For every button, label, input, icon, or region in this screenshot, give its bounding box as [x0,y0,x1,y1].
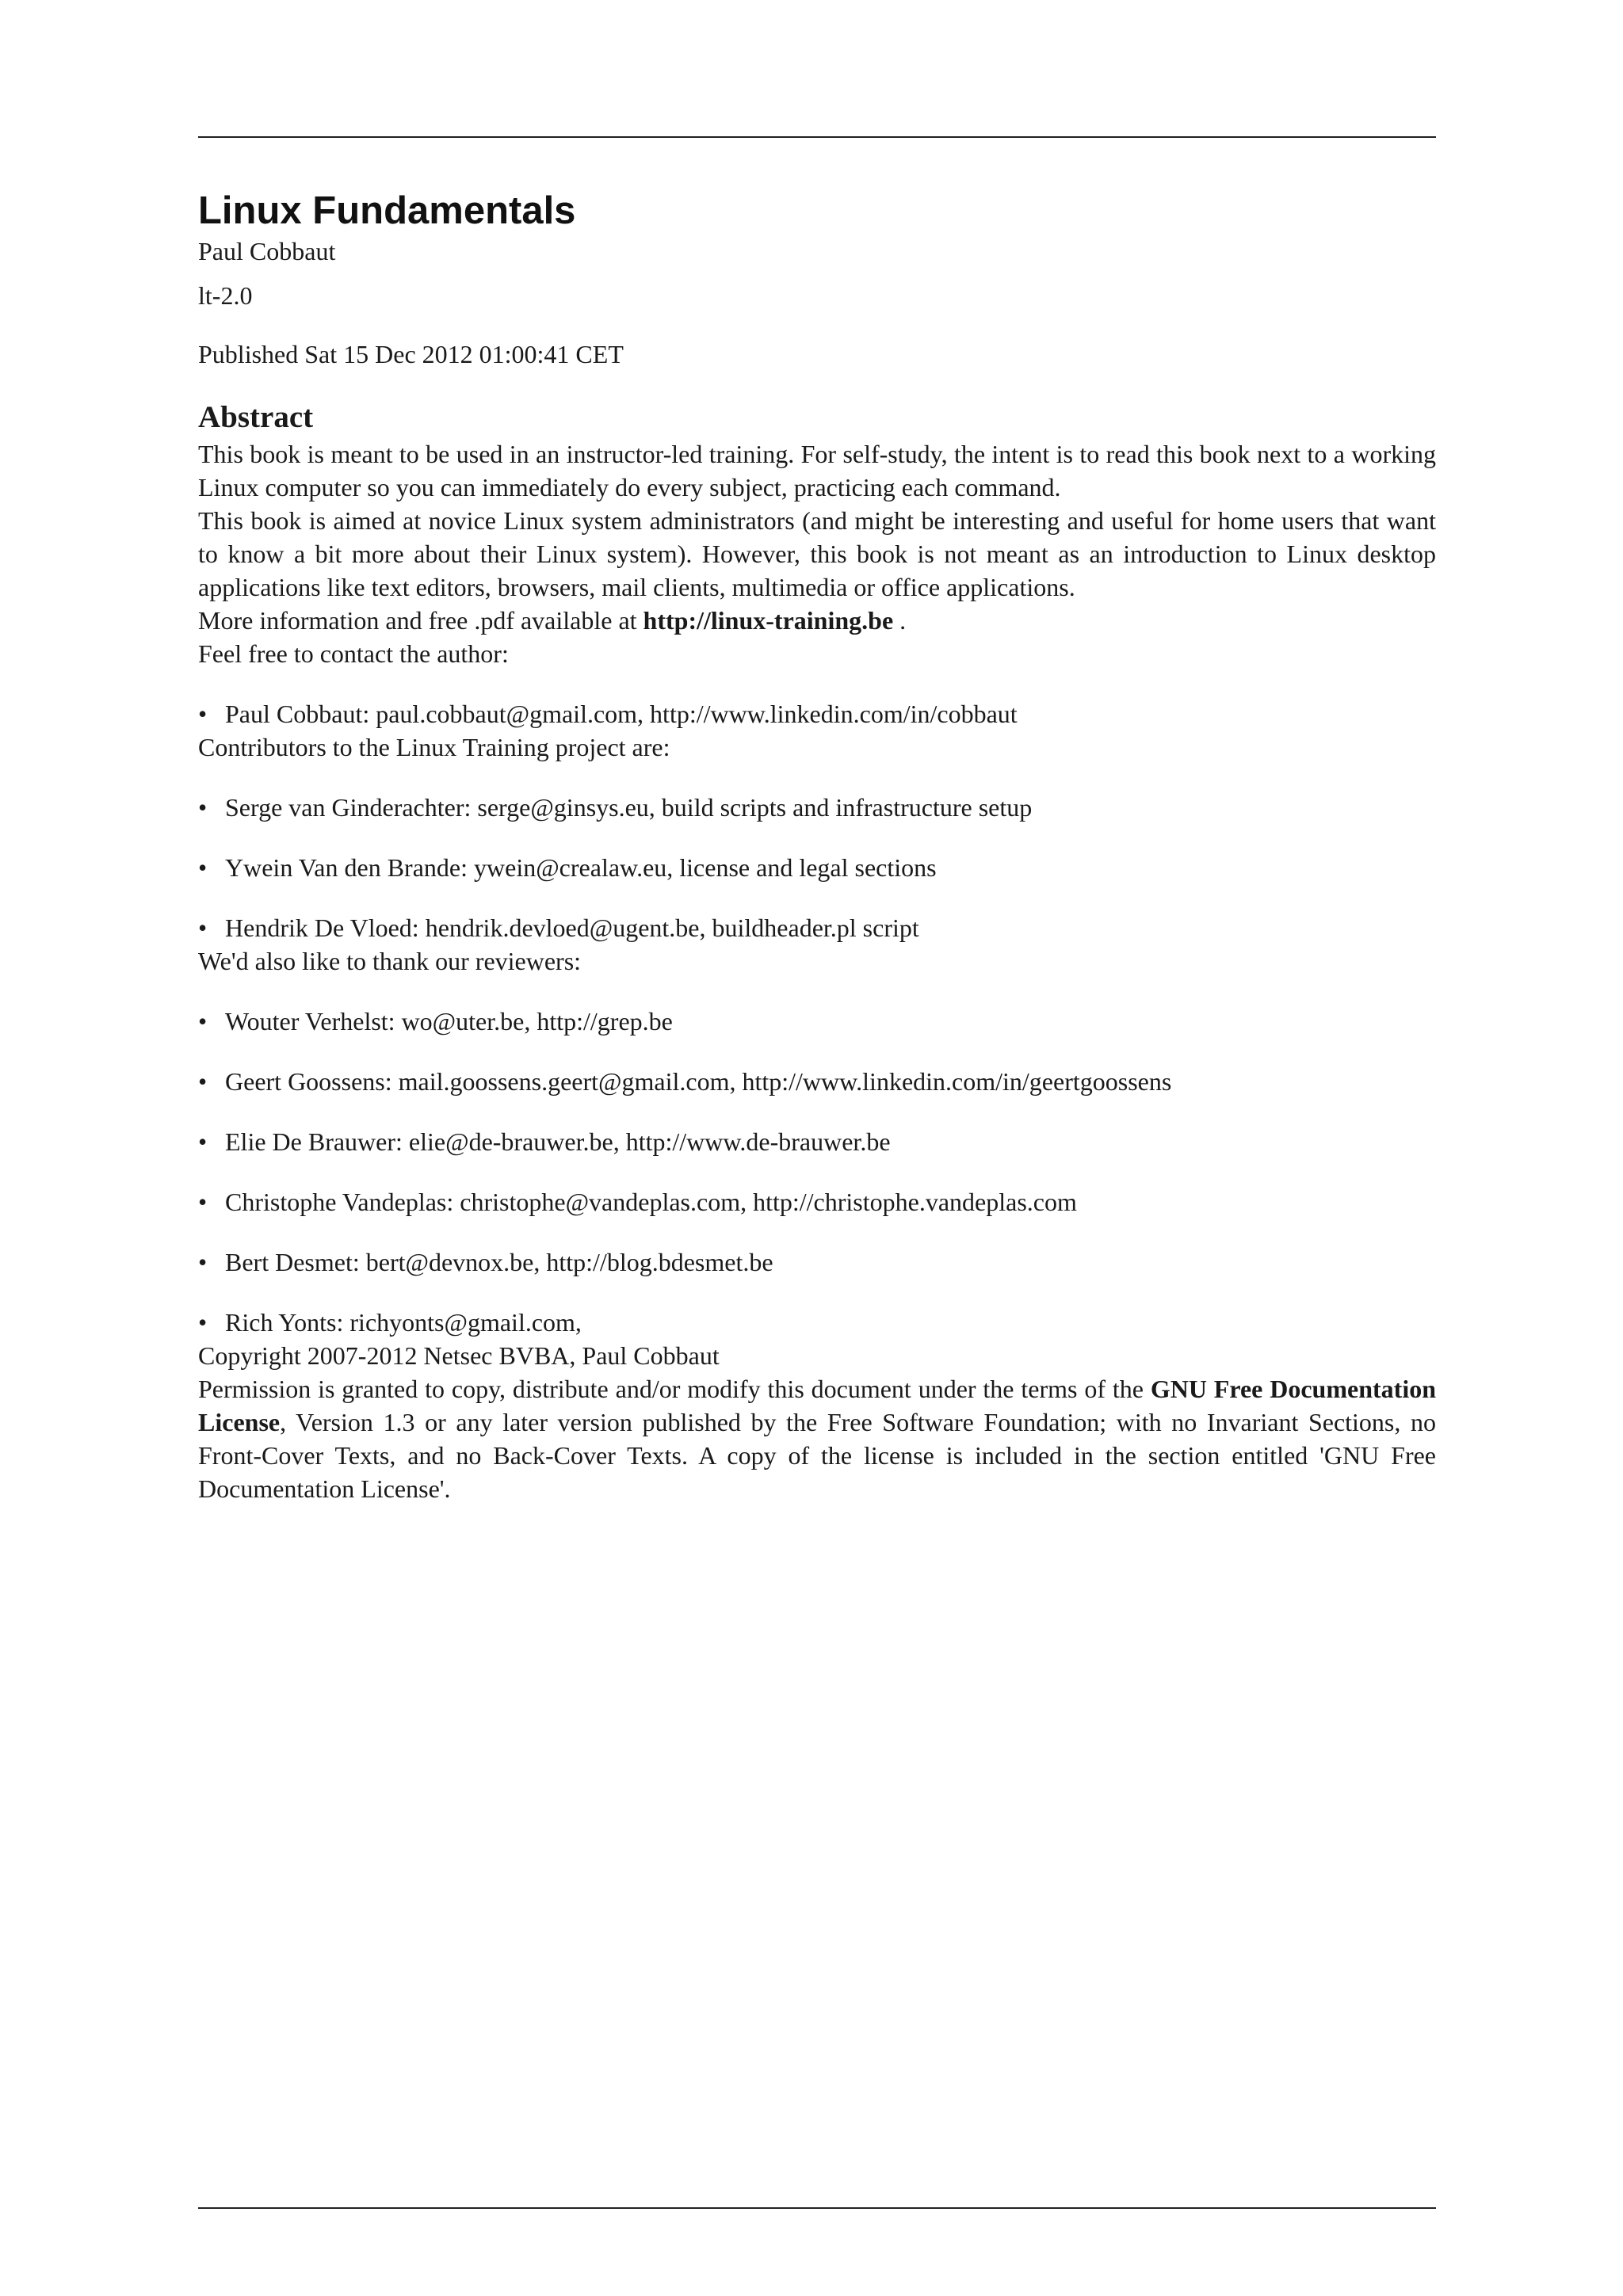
copyright-notice: Copyright 2007-2012 Netsec BVBA, Paul Cobbaut [198,1341,720,1370]
release-info: lt-2.0 [198,281,253,310]
bullet-icon: • [198,1308,208,1337]
abstract-heading: Abstract [198,400,314,434]
list-item [198,791,1436,824]
contact-list [198,697,1436,730]
more-info-paragraph [198,604,1436,637]
contact-intro: Feel free to contact the author: [198,639,509,668]
bullet-icon: • [198,1188,208,1216]
reviewers-list [198,1005,1436,1339]
contributors-intro: Contributors to the Linux Training project are: [198,733,670,761]
abstract-paragraph-1: This book is meant to be used in an instructor-led training. For self-study, the intent is to read this book next to a working Linux computer so you can immediately do every subject, practicing each command. [198,440,1436,502]
list-item [198,851,1436,884]
title-page [198,187,1436,1505]
bullet-icon: • [198,1067,208,1096]
bullet-icon: • [198,853,208,882]
bullet-icon: • [198,913,208,942]
book-title: Linux Fundamentals [198,189,576,232]
list-item [198,1125,1436,1158]
reviewer-text: Christophe Vandeplas: christophe@vandeplas.com, http://christophe.vandeplas.com [225,1188,1077,1216]
reviewer-text: Wouter Verhelst: wo@uter.be, http://grep.be [225,1007,673,1035]
more-info-prefix: More information and free .pdf available at [198,606,643,635]
footer-rule [198,2207,1436,2209]
bullet-icon: • [198,700,208,728]
reviewers-intro: We'd also like to thank our reviewers: [198,947,582,975]
list-item [198,697,1436,730]
reviewer-text: Rich Yonts: richyonts@gmail.com, [225,1308,582,1337]
book-author: Paul Cobbaut [198,237,336,265]
list-item [198,1245,1436,1279]
bullet-icon: • [198,793,208,822]
bullet-icon: • [198,1127,208,1156]
bullet-icon: • [198,1007,208,1035]
list-item [198,1065,1436,1098]
more-info-suffix: . [893,606,907,635]
list-item [198,1005,1436,1038]
permission-prefix: Permission is granted to copy, distribute and/or modify this document under the terms of the [198,1375,1151,1403]
list-item [198,1306,1436,1339]
permission-suffix: , Version 1.3 or any later version published by the Free Software Foundation; with no Invariant Sections, no Front-Cover Texts, and no Back-Cover Texts. A copy of the license is included in the section entitled 'GNU Free Documentation License'. [198,1408,1436,1503]
publication-date: Published Sat 15 Dec 2012 01:00:41 CET [198,340,624,368]
contributor-text: Hendrik De Vloed: hendrik.devloed@ugent.be, buildheader.pl script [225,913,919,942]
license-name: GNU Free Documentation License [198,1375,1437,1436]
reviewer-text: Bert Desmet: bert@devnox.be, http://blog.bdesmet.be [225,1248,773,1276]
abstract-paragraph-2: This book is aimed at novice Linux system administrators (and might be interesting and useful for home users that want to know a bit more about their Linux system). However, this book is not meant as an introduction to Linux desktop applications like text editors, browsers, mail clients, multimedia or office applications. [198,506,1436,601]
list-item [198,1185,1436,1219]
website-link[interactable]: http://linux-training.be [643,606,894,635]
contributors-list [198,791,1436,944]
contributor-text: Serge van Ginderachter: serge@ginsys.eu, build scripts and infrastructure setup [225,793,1033,822]
list-item [198,911,1436,944]
contact-author-text: Paul Cobbaut: paul.cobbaut@gmail.com, http://www.linkedin.com/in/cobbaut [225,700,1018,728]
header-rule [198,136,1436,138]
bullet-icon: • [198,1248,208,1276]
reviewer-text: Elie De Brauwer: elie@de-brauwer.be, http://www.de-brauwer.be [225,1127,891,1156]
permission-notice [198,1372,1436,1505]
reviewer-text: Geert Goossens: mail.goossens.geert@gmail.com, http://www.linkedin.com/in/geertgoossens [225,1067,1172,1096]
contributor-text: Ywein Van den Brande: ywein@crealaw.eu, license and legal sections [225,853,937,882]
